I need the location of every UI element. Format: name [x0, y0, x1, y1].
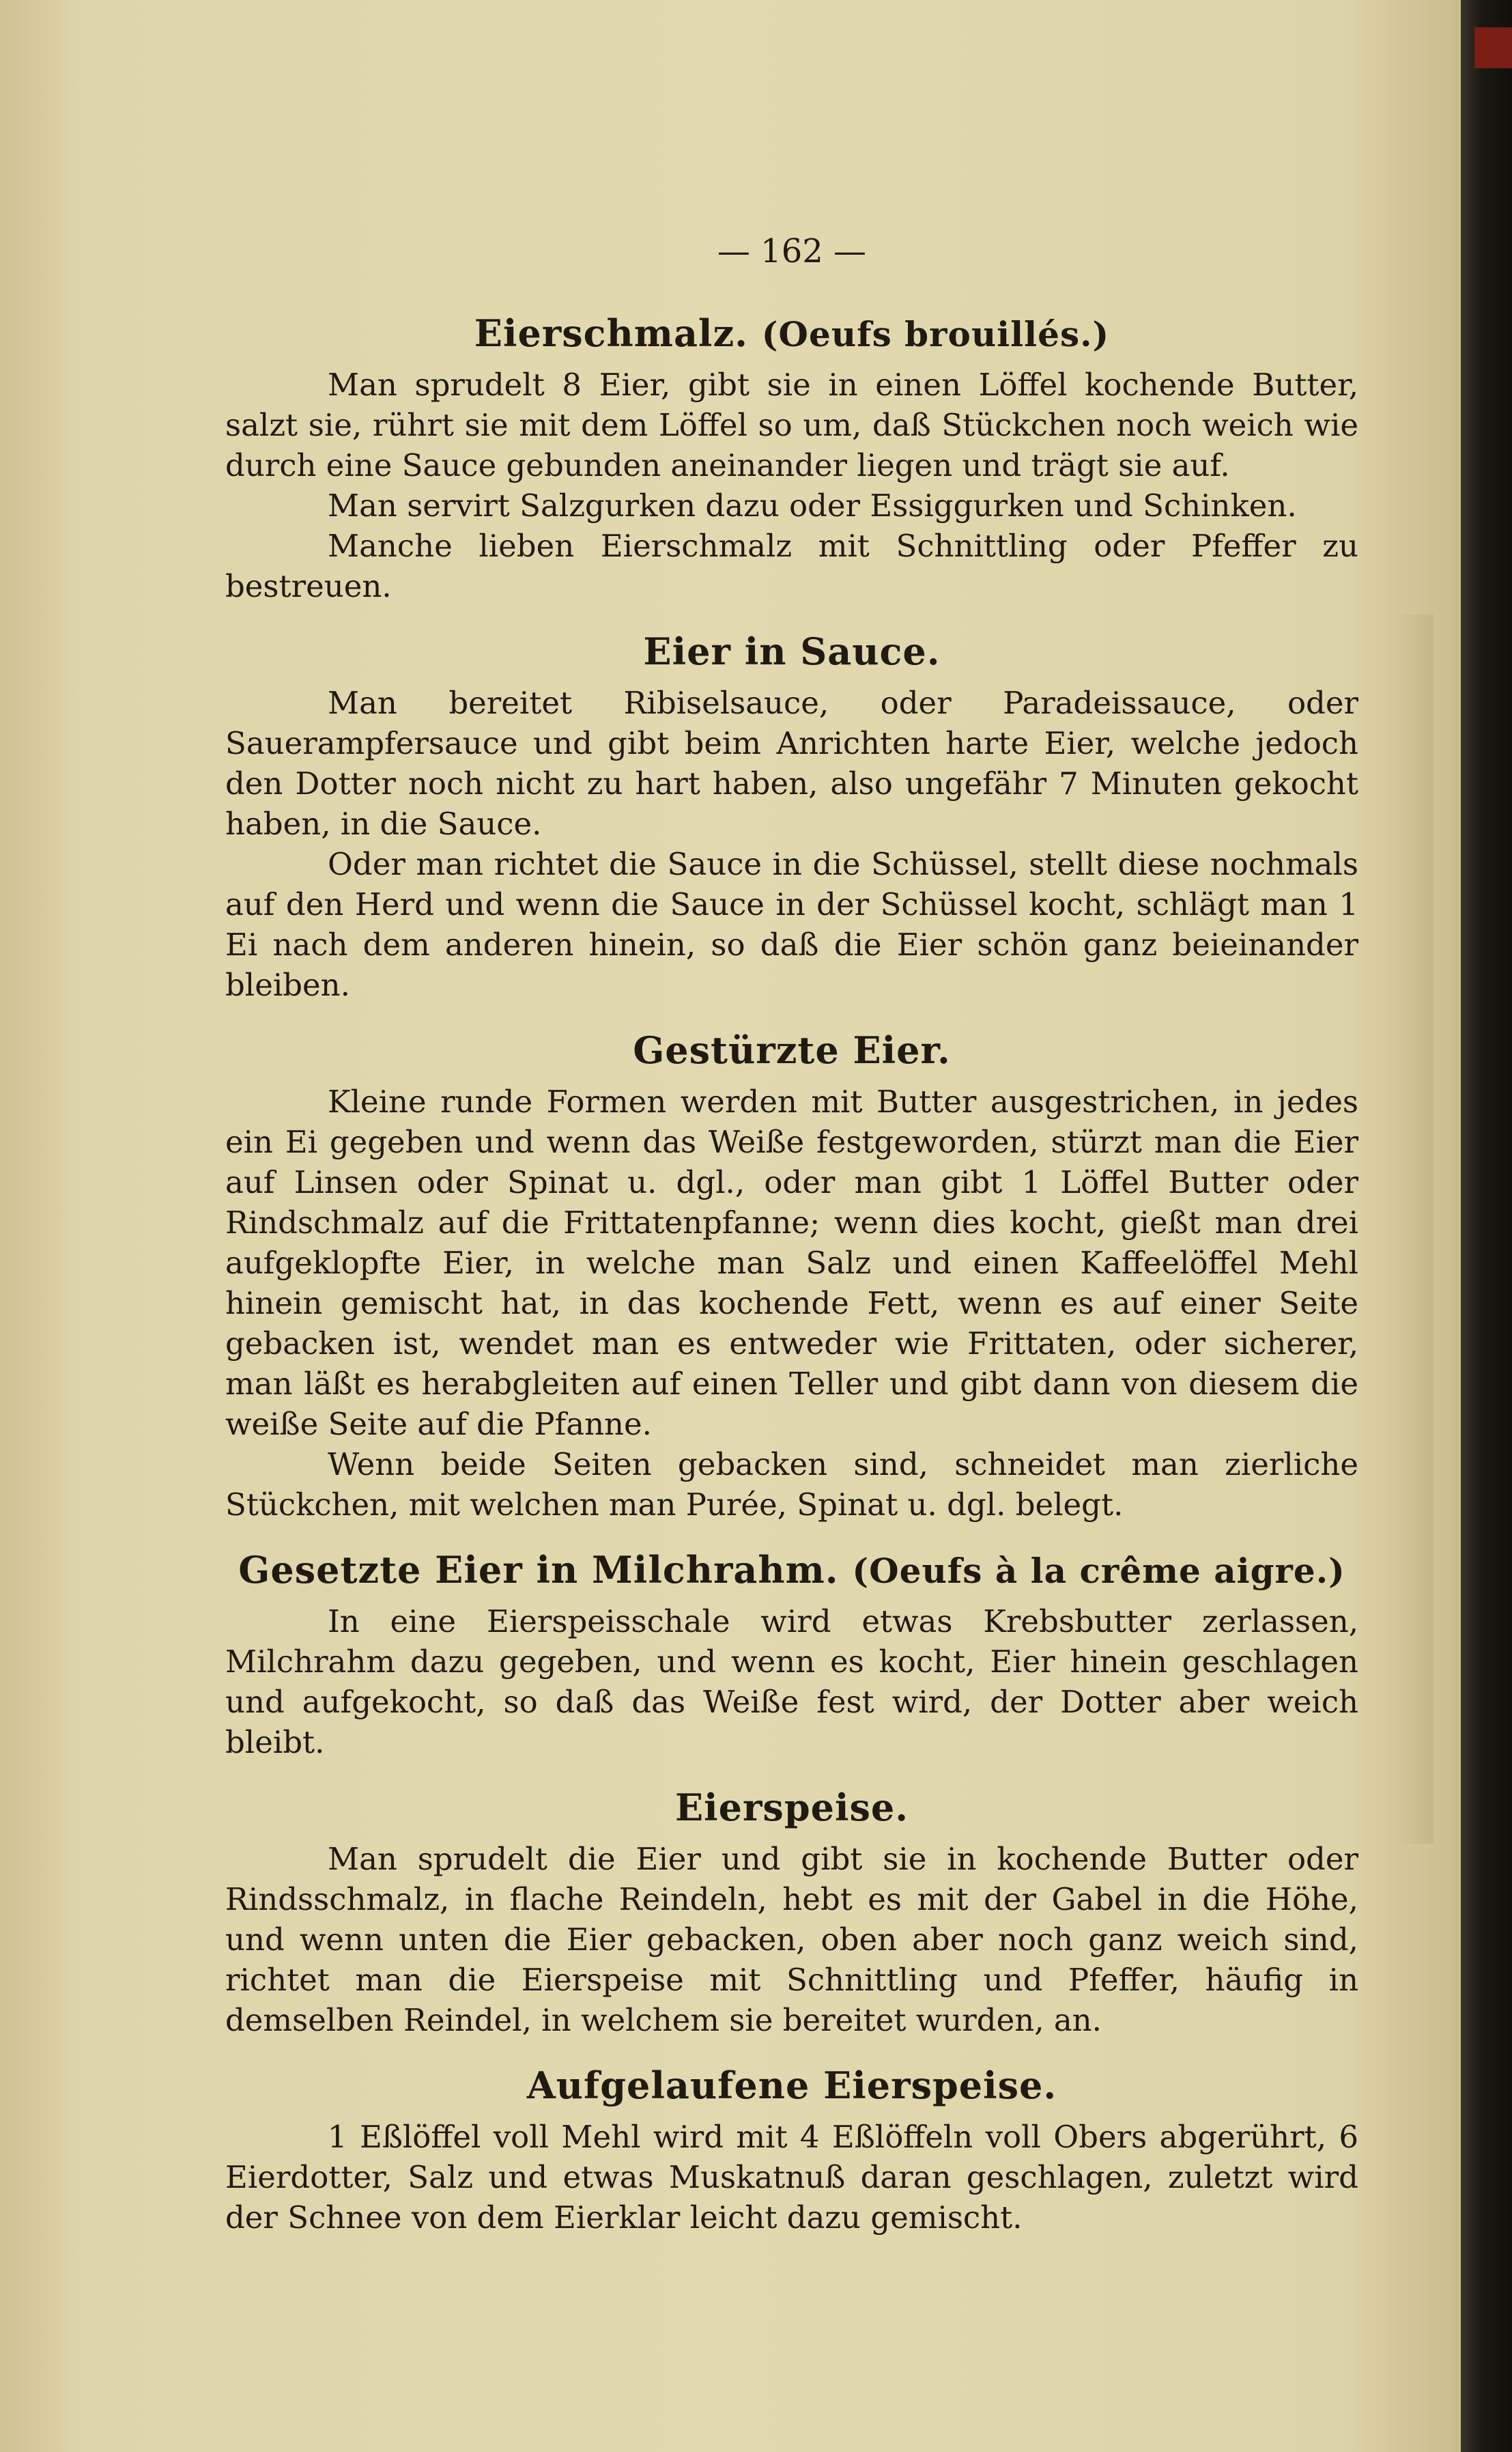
- recipe-paragraph: Man sprudelt die Eier und gibt sie in kochende Butter oder Rindsschmalz, in flache Reindeln, hebt es mit der Gabel in die Höhe, und wenn unten die Eier gebacken, oben aber noch ganz weich sind, richtet man die Eierspeise mit Schnittling und Pfeffer, häufig in demselben Reindel, in welchem sie bereitet wurden, an.: [225, 1841, 1358, 2038]
- recipe-title: Eierspeise.: [674, 1786, 909, 1829]
- recipe-title: Aufgelaufene Eierspeise.: [526, 2063, 1057, 2107]
- page-content: [225, 232, 1358, 2238]
- recipe-aufgelaufene-eierspeise: [225, 2063, 1358, 2238]
- recipe-paragraph: Wenn beide Seiten gebacken sind, schneidet man zierliche Stückchen, mit welchen man Purée, Spinat u. dgl. belegt.: [225, 1446, 1358, 1523]
- recipe-paragraph: 1 Eßlöffel voll Mehl wird mit 4 Eßlöffeln voll Obers abgerührt, 6 Eierdotter, Salz und etwas Muskatnuß daran geschlagen, zuletzt wird der Schnee von dem Eierklar leicht dazu gemischt.: [225, 2119, 1358, 2236]
- recipe-title: Eierschmalz. (Oeufs brouillés.): [474, 311, 1110, 355]
- recipe-paragraph: Man bereitet Ribiselsauce, oder Paradeissauce, oder Sauerampfersauce und gibt beim Anrichten harte Eier, welche jedoch den Dotter noch nicht zu hart haben, also ungefähr 7 Minuten gekocht haben, in die Sauce.: [225, 685, 1358, 842]
- recipe-paragraph: Oder man richtet die Sauce in die Schüssel, stellt diese nochmals auf den Herd und wenn die Sauce in der Schüssel kocht, schlägt man 1 Ei nach dem anderen hinein, so daß die Eier schön ganz beieinander bleiben.: [225, 846, 1358, 1003]
- recipe-paragraph: Man sprudelt 8 Eier, gibt sie in einen Löffel kochende Butter, salzt sie, rührt sie mit dem Löffel so um, daß Stückchen noch weich wie durch eine Sauce gebunden aneinander liegen und trägt sie auf.: [225, 367, 1358, 483]
- recipe-gestuerzte-eier: [225, 1028, 1358, 1525]
- page-edge: [1461, 0, 1512, 2452]
- paper-stain: [1393, 615, 1433, 1844]
- recipe-eierschmalz: [225, 311, 1358, 606]
- red-bookmark: [1474, 27, 1512, 68]
- recipe-paragraph: Man servirt Salzgurken dazu oder Essiggurken und Schinken.: [328, 488, 1297, 524]
- recipe-eierspeise: [225, 1786, 1358, 2040]
- recipe-gesetzte-eier: [225, 1548, 1358, 1762]
- recipe-paragraph: In eine Eierspeisschale wird etwas Krebsbutter zerlassen, Milchrahm dazu gegeben, und wenn es kocht, Eier hinein geschlagen und aufgekocht, so daß das Weiße fest wird, der Dotter aber weich bleibt.: [225, 1603, 1358, 1760]
- recipe-eier-in-sauce: [225, 630, 1358, 1005]
- page-number: — 162 —: [717, 232, 867, 270]
- recipe-paragraph: Kleine runde Formen werden mit Butter ausgestrichen, in jedes ein Ei gegeben und wenn das Weiße festgeworden, stürzt man die Eier auf Linsen oder Spinat u. dgl., oder man gibt 1 Löffel Butter oder Rindschmalz auf die Frittatenpfanne; wenn dies kocht, gießt man drei aufgeklopfte Eier, in welche man Salz und einen Kaffeelöffel Mehl hinein gemischt hat, in das kochende Fett, wenn es auf einer Seite gebacken ist, wendet man es entweder wie Frittaten, oder sicherer, man läßt es herabgleiten auf einen Teller und gibt dann von diesem die weiße Seite auf die Pfanne.: [225, 1084, 1358, 1442]
- recipe-title: Gesetzte Eier in Milchrahm. (Oeufs à la crême aigre.): [238, 1548, 1345, 1592]
- recipe-title: Gestürzte Eier.: [633, 1028, 951, 1072]
- recipe-paragraph: Manche lieben Eierschmalz mit Schnittling oder Pfeffer zu bestreuen.: [225, 528, 1358, 604]
- recipe-title: Eier in Sauce.: [643, 630, 941, 673]
